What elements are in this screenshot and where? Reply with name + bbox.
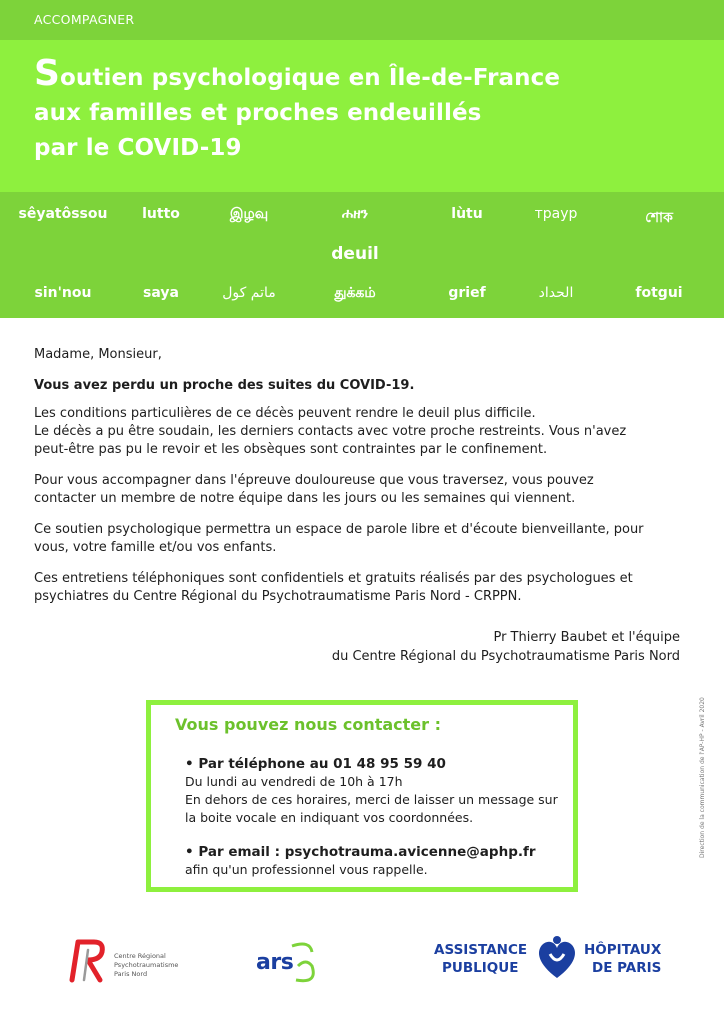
aphp-text: ASSISTANCE [434, 942, 528, 958]
paragraph-line: Le décès a pu être soudain, les derniers contacts avec votre proche restreints. Vous n'avez [34, 424, 627, 439]
paragraph-line: Les conditions particulières de ce décès peuvent rendre le deuil plus difficile. [34, 406, 536, 421]
aphp-logo [434, 934, 684, 984]
word: শোক [645, 210, 673, 226]
word: ماتم کول [222, 285, 276, 301]
word: sêyatôssou [18, 206, 108, 222]
paragraph-line: peut-être pas pu le revoir et les obsèques sont contraintes par le confinement. [34, 442, 548, 457]
grief-words-band [0, 192, 724, 318]
paragraph-2 [34, 472, 684, 508]
contact-phone [185, 755, 558, 827]
paragraph-line: contacter un membre de notre équipe dans les jours ou les semaines qui viennent. [34, 491, 576, 506]
contact-title: Vous pouvez nous contacter : [175, 715, 442, 734]
title-line-1-rest: outien psychologique en Île-de-France [60, 65, 561, 91]
phone-note: la boite vocale en indiquant vos coordonnées. [185, 810, 474, 825]
credit-note: Direction de la communication de l'AP-HP - Avril 2020 [699, 697, 706, 858]
paragraph-line: Ce soutien psychologique permettra un espace de parole libre et d'écoute bienveillante, pour [34, 522, 644, 537]
crppn-label-line: Centre Régional [114, 952, 166, 960]
aphp-text: HÔPITAUX [584, 942, 662, 958]
aphp-text: PUBLIQUE [442, 960, 519, 976]
greeting: Madame, Monsieur, [34, 347, 162, 362]
phone-label[interactable]: • Par téléphone au 01 48 95 59 40 [185, 756, 446, 772]
page-title [34, 53, 561, 166]
letter-body [34, 346, 684, 619]
paragraph-line: psychiatres du Centre Régional du Psychotraumatisme Paris Nord - CRPPN. [34, 589, 522, 604]
paragraph-line: Ces entretiens téléphoniques sont confidentiels et gratuits réalisés par des psychologues et [34, 571, 633, 586]
paragraph-4 [34, 570, 684, 606]
crppn-label-line: Psychotraumatisme [114, 961, 179, 969]
word: lutto [142, 206, 180, 222]
ars-wordmark: ars [256, 950, 294, 975]
phone-hours: Du lundi au vendredi de 10h à 17h [185, 774, 403, 789]
word: الحداد [538, 285, 574, 301]
word: траур [534, 206, 578, 222]
word: fotgui [635, 285, 683, 301]
signature-line-2: du Centre Régional du Psychotraumatisme Paris Nord [331, 649, 680, 664]
word-center: deuil [331, 244, 379, 264]
crppn-mark-icon [64, 936, 114, 986]
ars-logo [252, 936, 322, 986]
paragraph-line: Pour vous accompagner dans l'épreuve douloureuse que vous traversez, vous pouvez [34, 473, 594, 488]
word: sin'nou [34, 285, 92, 301]
crppn-logo [64, 936, 204, 986]
section-tag-bar [0, 0, 724, 40]
crppn-label [114, 952, 178, 979]
logo-footer [0, 920, 724, 990]
word: lùtu [451, 206, 483, 222]
section-tag: ACCOMPAGNER [34, 12, 135, 27]
paragraph-line: vous, votre famille et/ou vos enfants. [34, 540, 277, 555]
word: துக்கம் [334, 285, 376, 301]
heart-icon [534, 934, 580, 982]
word: grief [448, 285, 486, 301]
lead-sentence: Vous avez perdu un proche des suites du COVID-19. [34, 378, 415, 393]
crppn-label-line: Paris Nord [114, 970, 148, 978]
title-line-3: par le COVID-19 [34, 135, 242, 161]
title-line-2: aux familles et proches endeuillés [34, 100, 482, 126]
paragraph-1 [34, 405, 684, 459]
title-banner [0, 40, 724, 192]
signature-line-1: Pr Thierry Baubet et l'équipe [493, 630, 680, 645]
phone-note: En dehors de ces horaires, merci de laisser un message sur [185, 792, 558, 807]
title-line-1 [34, 53, 561, 96]
word: saya [143, 285, 179, 301]
word: ሐዘን [341, 206, 369, 222]
aphp-text: DE PARIS [592, 960, 662, 976]
signature [332, 628, 680, 666]
email-label[interactable]: • Par email : psychotrauma.avicenne@aphp.fr [185, 844, 536, 860]
paragraph-3 [34, 521, 684, 557]
contact-email [185, 843, 536, 879]
email-note: afin qu'un professionnel vous rappelle. [185, 862, 428, 877]
contact-box [146, 700, 578, 892]
word: இழவு [229, 206, 269, 222]
title-initial: S [34, 53, 61, 94]
